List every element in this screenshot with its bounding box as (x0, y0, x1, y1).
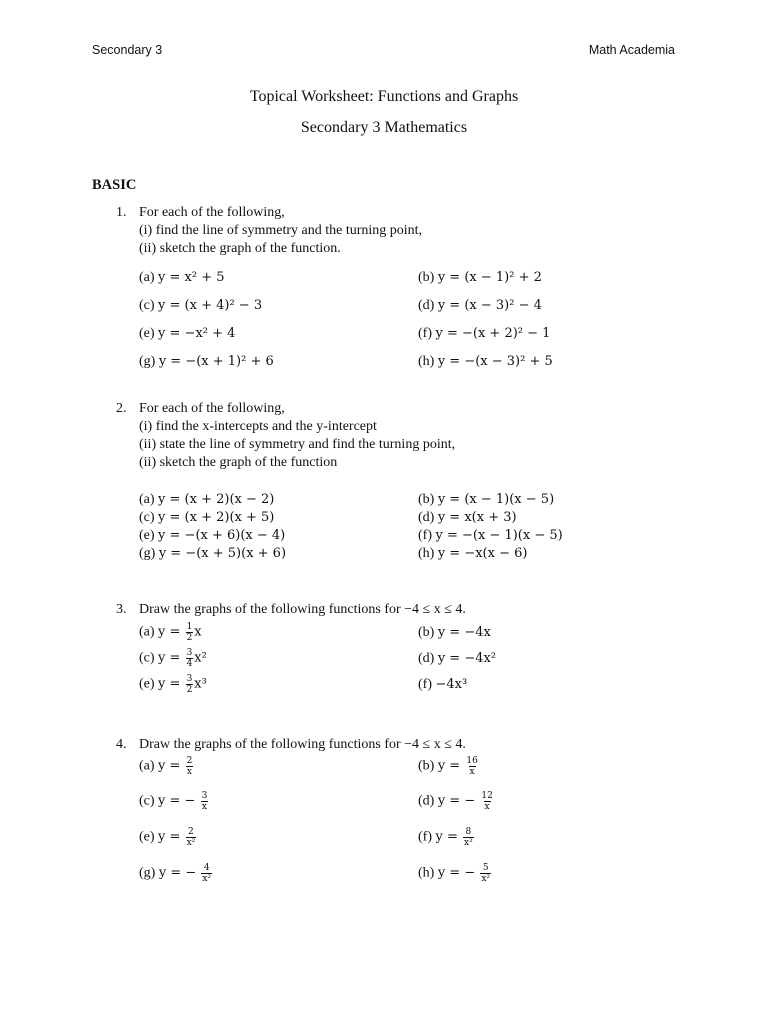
q1-stem: For each of the following, (139, 205, 285, 220)
q1-item-a: (a) y = x² + 5 (139, 270, 225, 285)
q2-item-a: (a) y = (x + 2)(x − 2) (139, 492, 275, 507)
q3-item-f: (f) −4x³ (418, 677, 468, 692)
fraction: $\frac{1}{2}$ (186, 622, 193, 643)
q1-item-c: (c) y = (x + 4)² − 3 (139, 298, 263, 313)
q4-number: 4. (116, 737, 127, 752)
fraction: $\frac{4}{\text{x²}}$ (202, 863, 212, 884)
q4-item-g: (g) y = − $\frac{4}{\text{x²}}$ (139, 863, 212, 884)
q2-number: 2. (116, 401, 127, 416)
q4-item-e: (e) y = $\frac{2}{\text{x²}}$ (139, 827, 196, 848)
fraction: $\frac{5}{\text{x²}}$ (481, 863, 491, 884)
q1-item-g: (g) y = −(x + 1)² + 6 (139, 354, 274, 369)
fraction: $\frac{2}{\text{x²}}$ (186, 827, 196, 848)
fraction: $\frac{12}{x}$ (481, 791, 493, 812)
q1-item-f: (f) y = −(x + 2)² − 1 (418, 326, 551, 341)
q1-item-d: (d) y = (x − 3)² − 4 (418, 298, 542, 313)
page-title: Topical Worksheet: Functions and Graphs (249, 88, 519, 105)
page-subtitle: Secondary 3 Mathematics (300, 119, 468, 136)
q4-item-a: (a) y = $\frac{2}{x}$ (139, 756, 193, 777)
q3-item-a: (a) y = $\frac{1}{2}$ x (139, 622, 202, 643)
q4-stem: Draw the graphs of the following functions for −4 ≤ x ≤ 4. (139, 737, 466, 752)
q1-sub-1: (i) find the line of symmetry and the turning point, (139, 223, 423, 238)
q4-item-f: (f) y = $\frac{8}{\text{x²}}$ (418, 827, 473, 848)
q3-stem: Draw the graphs of the following functions for −4 ≤ x ≤ 4. (139, 602, 466, 617)
q2-sub-3: (ii) sketch the graph of the function (139, 455, 338, 470)
fraction: $\frac{2}{x}$ (186, 756, 193, 777)
header-left: Secondary 3 (92, 43, 163, 57)
q1-sub-2: (ii) sketch the graph of the function. (139, 241, 341, 256)
q2-item-g: (g) y = −(x + 5)(x + 6) (139, 546, 287, 561)
q4-item-h: (h) y = − $\frac{5}{\text{x²}}$ (418, 863, 491, 884)
q2-item-d: (d) y = x(x + 3) (418, 510, 517, 525)
q3-item-e: (e) y = $\frac{3}{2}$ x³ (139, 674, 207, 695)
q3-item-b: (b) y = −4x (418, 625, 491, 640)
q2-item-b: (b) y = (x − 1)(x − 5) (418, 492, 555, 507)
section-heading: BASIC (92, 177, 137, 193)
fraction: $\frac{8}{\text{x²}}$ (464, 827, 473, 848)
q2-sub-2: (ii) state the line of symmetry and find the turning point, (139, 437, 456, 452)
fraction: $\frac{3}{x}$ (201, 791, 208, 812)
q2-sub-1: (i) find the x-intercepts and the y-intercept (139, 419, 377, 434)
q4-item-c: (c) y = − $\frac{3}{x}$ (139, 791, 208, 812)
q1-item-h: (h) y = −(x − 3)² + 5 (418, 354, 553, 369)
q3-item-d: (d) y = −4x² (418, 651, 497, 666)
header-right: Math Academia (588, 43, 675, 57)
q3-number: 3. (116, 602, 127, 617)
q2-item-f: (f) y = −(x − 1)(x − 5) (418, 528, 563, 543)
fraction: $\frac{16}{x}$ (466, 756, 478, 777)
q3-item-c: (c) y = $\frac{3}{4}$ x² (139, 648, 207, 669)
q4-item-b: (b) y = $\frac{16}{x}$ (418, 756, 478, 777)
q4-item-d: (d) y = − $\frac{12}{x}$ (418, 791, 493, 812)
q1-number: 1. (116, 205, 127, 220)
q1-item-e: (e) y = −x² + 4 (139, 326, 236, 341)
q1-item-b: (b) y = (x − 1)² + 2 (418, 270, 542, 285)
q2-item-c: (c) y = (x + 2)(x + 5) (139, 510, 275, 525)
q2-item-e: (e) y = −(x + 6)(x − 4) (139, 528, 286, 543)
fraction: $\frac{3}{2}$ (186, 674, 193, 695)
q2-stem: For each of the following, (139, 401, 285, 416)
q2-item-h: (h) y = −x(x − 6) (418, 546, 528, 561)
fraction: $\frac{3}{4}$ (186, 648, 193, 669)
